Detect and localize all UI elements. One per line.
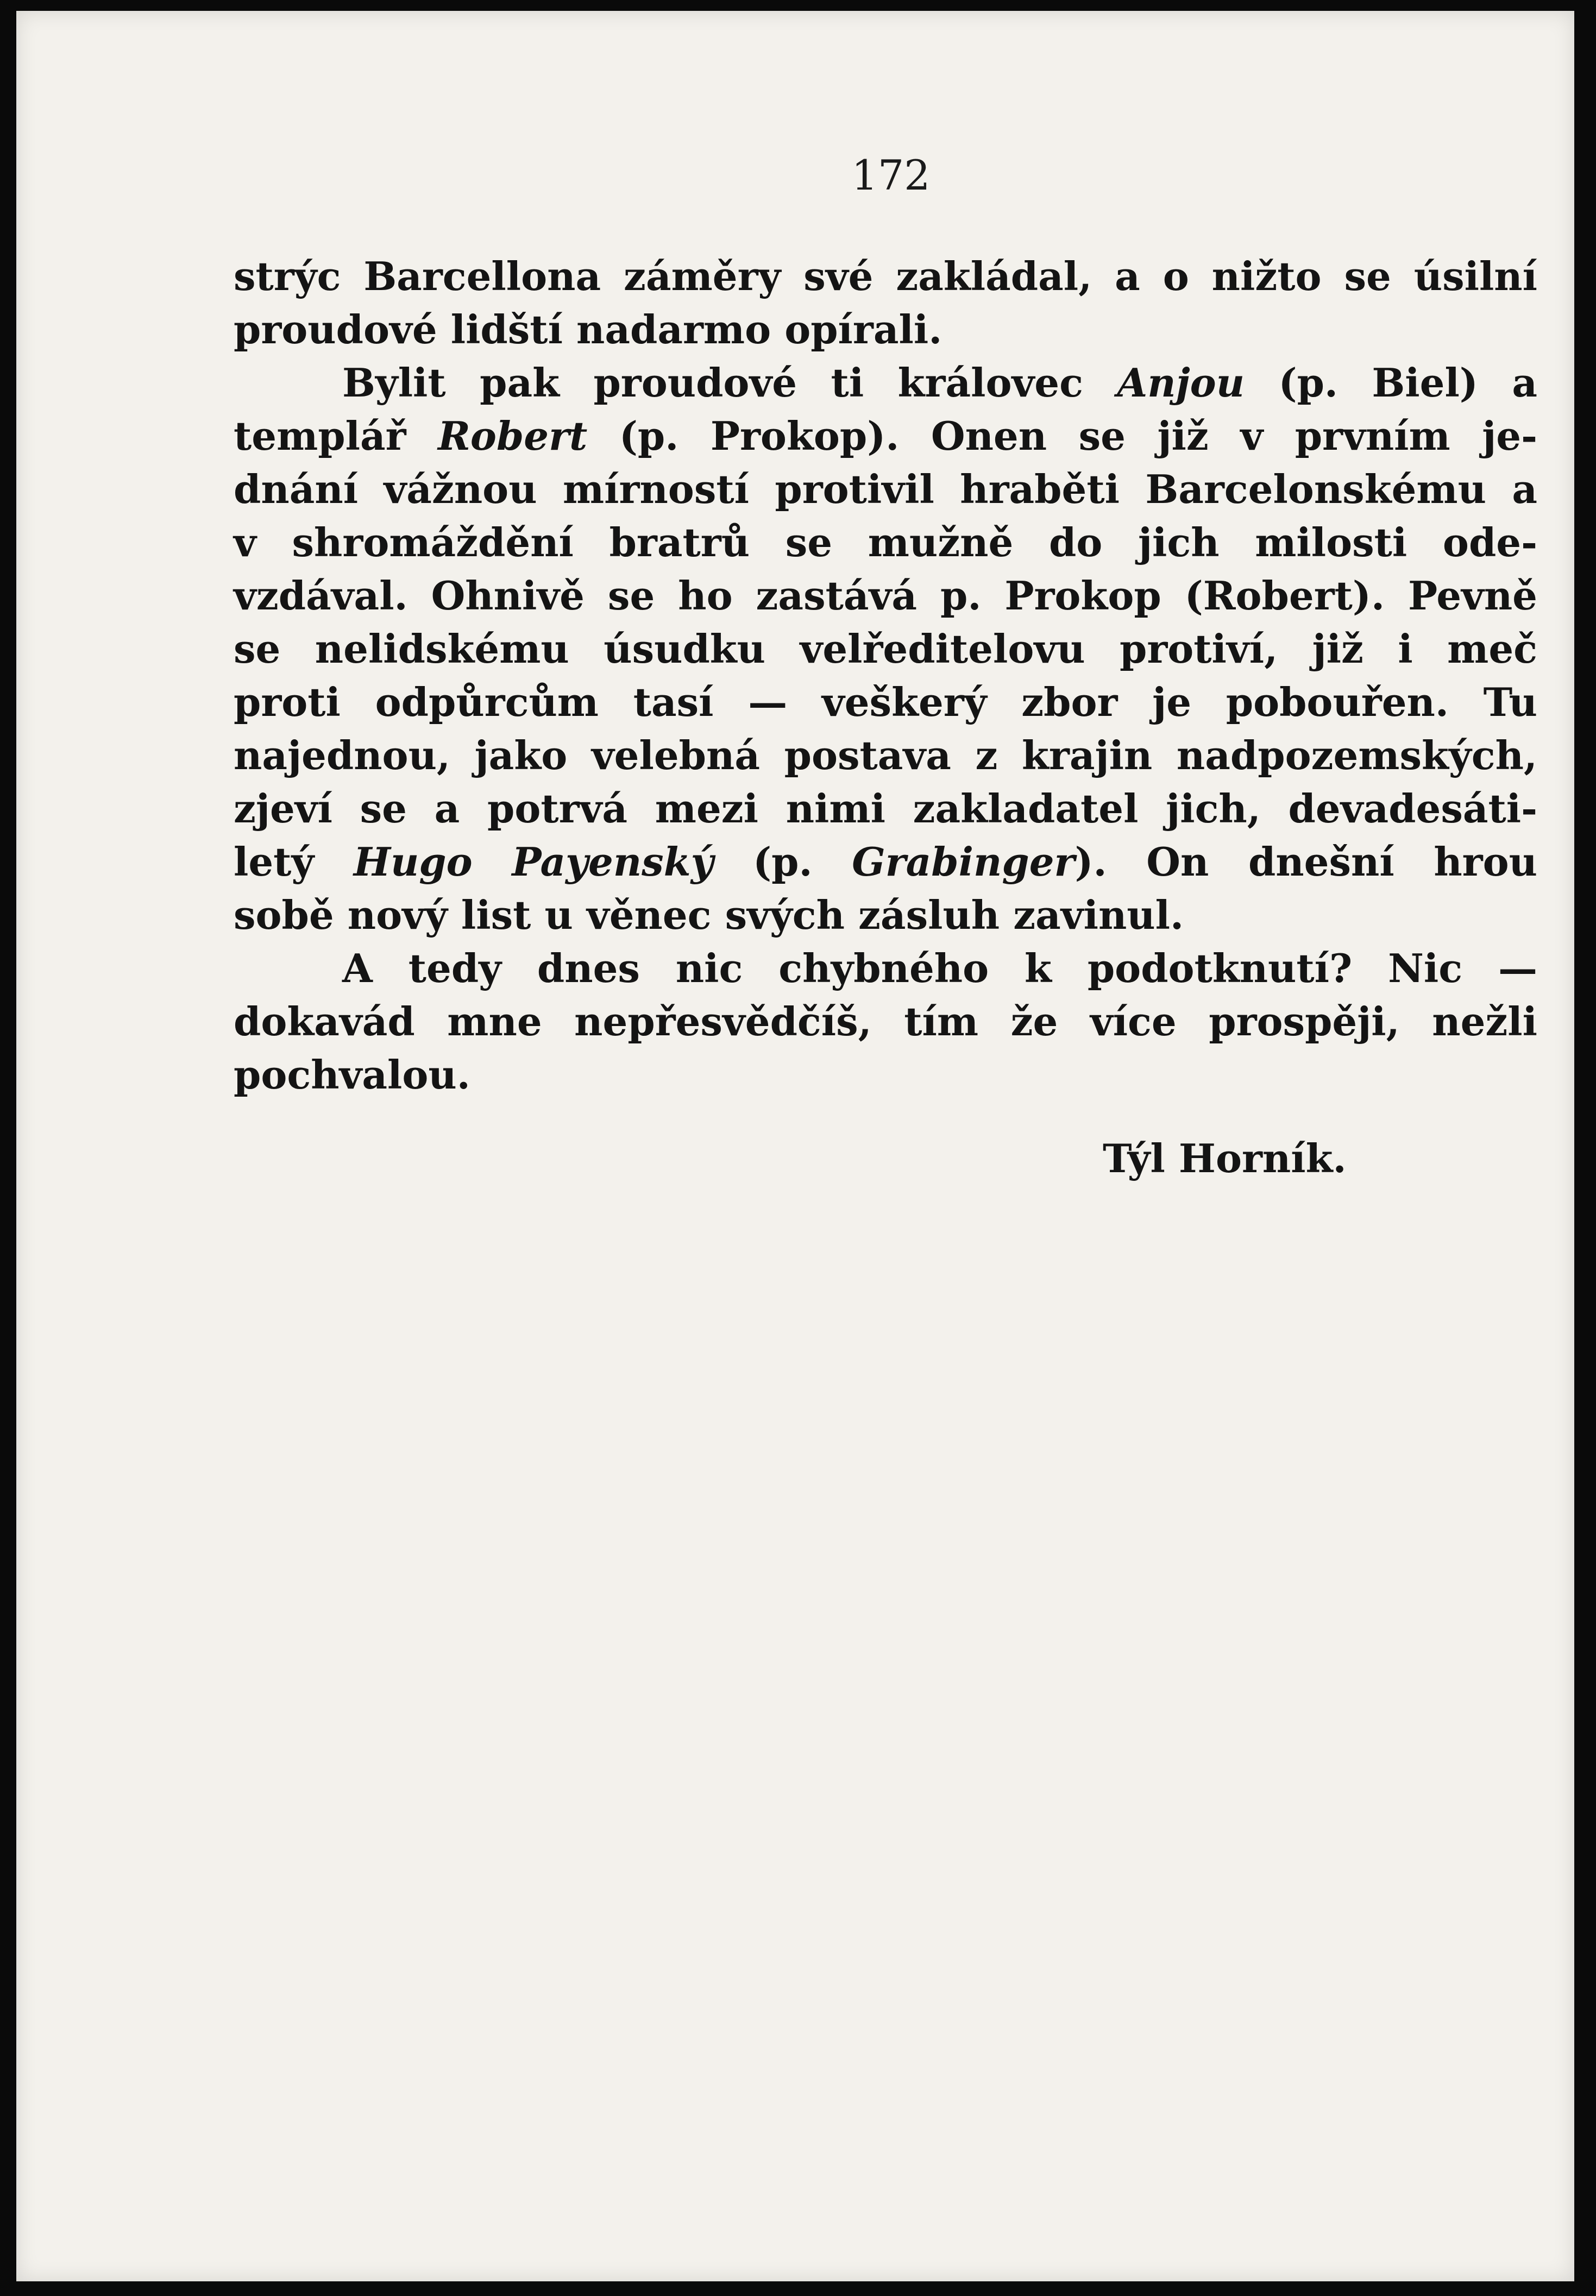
text-line: v shromáždění bratrů se mužně do jich milosti ode- <box>234 519 1537 565</box>
body-text <box>234 250 1537 1102</box>
text-line: sobě nový list u věnec svých zásluh zavinul. <box>234 892 1184 938</box>
text-line <box>234 835 1537 889</box>
text-line: dokavád mne nepřesvědčíš, tím že více prospěji, nežli <box>234 998 1537 1045</box>
text-run: Bylit pak proudové ti královec <box>342 360 1083 406</box>
text-line: se nelidskému úsudku velředitelovu protiví, již i meč <box>234 626 1537 672</box>
page-number: 172 <box>851 151 931 199</box>
role-name: Robert <box>438 413 588 459</box>
book-page <box>16 11 1574 2281</box>
text-line: vzdával. Ohnivě se ho zastává p. Prokop (Robert). Pevně <box>234 573 1537 619</box>
actor-name: Grabinger <box>852 839 1075 885</box>
text-run: (p. Prokop). Onen se již v prvním je- <box>619 413 1537 459</box>
role-name: Anjou <box>1117 360 1245 406</box>
text-run: (p. <box>753 839 813 885</box>
text-line: dnání vážnou mírností protivil hraběti Barcelonskému a <box>234 466 1537 512</box>
text-run: ). On dnešní hrou <box>1075 839 1537 885</box>
text-line: pochvalou. <box>234 1052 470 1098</box>
text-line: A tedy dnes nic chybného k podotknutí? Nic — <box>342 945 1537 991</box>
text-line: proudové lidští nadarmo opírali. <box>234 306 942 353</box>
text-line: proti odpůrcům tasí — veškerý zbor je pobouřen. Tu <box>234 679 1537 725</box>
role-name: Hugo Payenský <box>353 839 714 885</box>
text-line: strýc Barcellona záměry své zakládal, a o nižto se úsilní <box>234 253 1537 299</box>
text-line <box>234 356 1537 410</box>
text-line: zjeví se a potrvá mezi nimi zakladatel jich, devadesáti- <box>234 785 1537 832</box>
text-line <box>234 410 1537 463</box>
text-run: templář <box>234 413 406 459</box>
text-run: letý <box>234 839 315 885</box>
author-signature: Týl Horník. <box>1103 1135 1347 1181</box>
text-line: najednou, jako velebná postava z krajin nadpozemských, <box>234 732 1537 778</box>
text-run: (p. Biel) a <box>1278 360 1537 406</box>
